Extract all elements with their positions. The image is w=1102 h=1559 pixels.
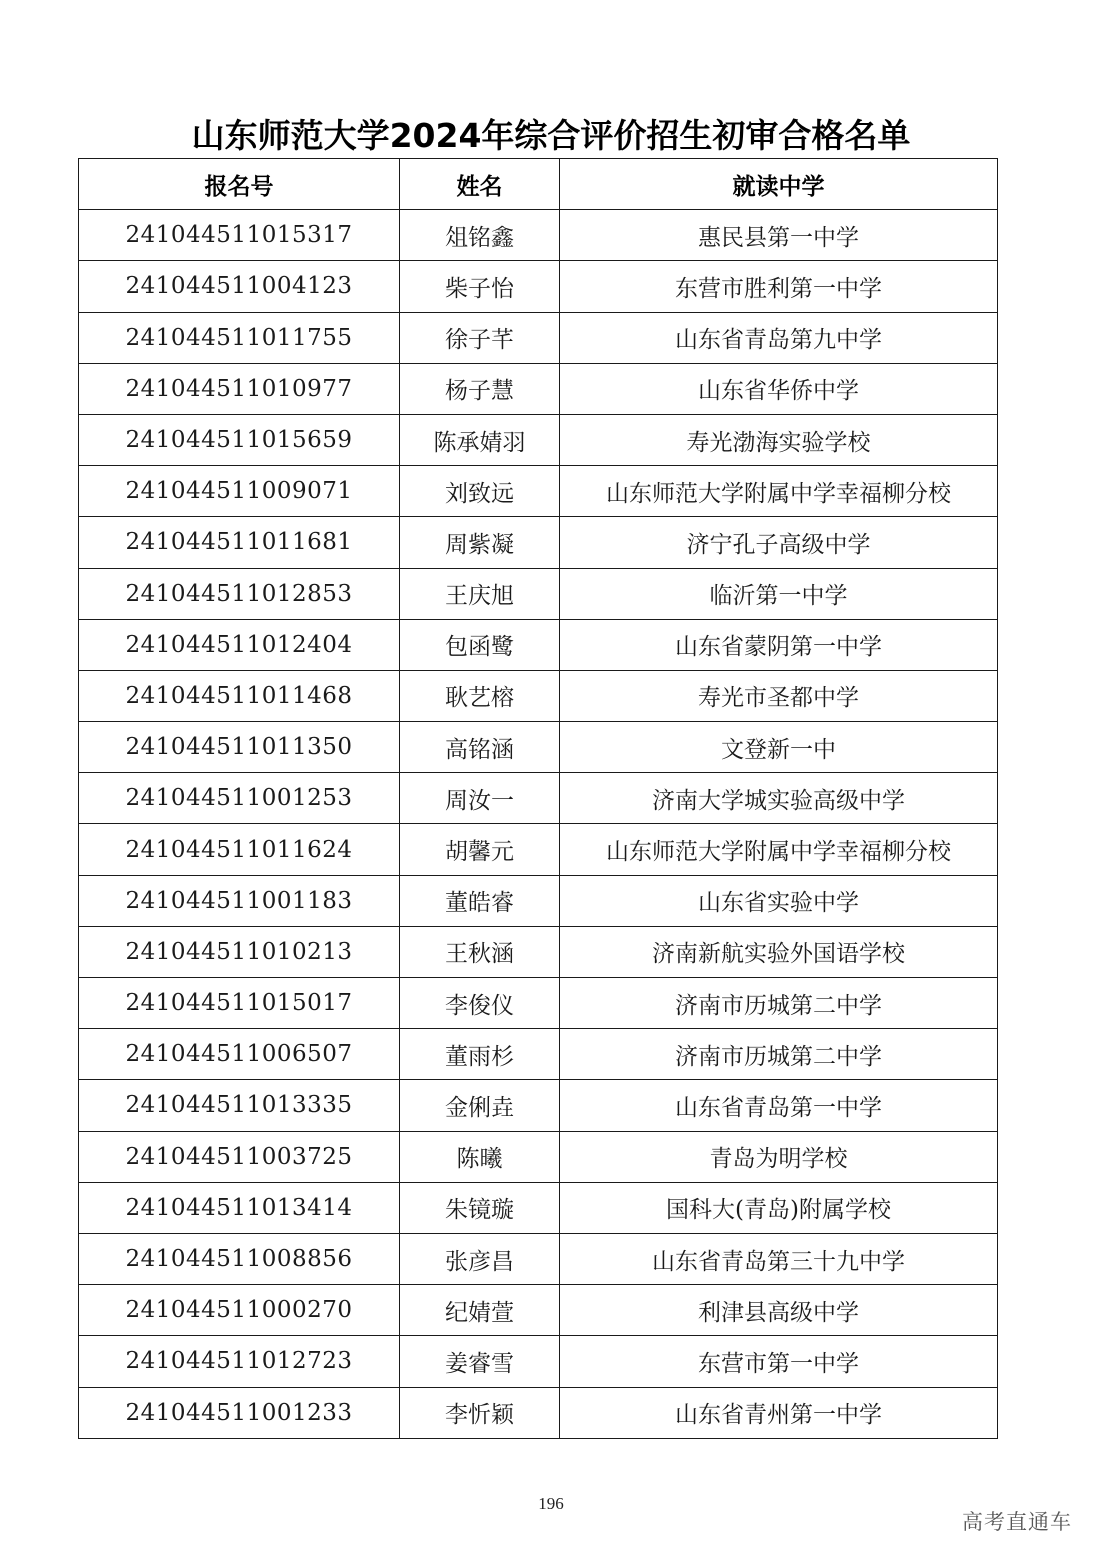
cell-registration-number: 241044511011755 [79,312,400,363]
cell-registration-number: 241044511013414 [79,1182,400,1233]
cell-school: 济南大学城实验高级中学 [560,773,998,824]
cell-registration-number: 241044511010977 [79,363,400,414]
cell-registration-number: 241044511008856 [79,1233,400,1284]
cell-student-name: 包函鹭 [400,619,560,670]
table-row [79,1131,998,1182]
table-row [79,824,998,875]
cell-school: 济南新航实验外国语学校 [560,926,998,977]
cell-registration-number: 241044511012404 [79,619,400,670]
cell-student-name: 董雨杉 [400,1029,560,1080]
cell-registration-number: 241044511015017 [79,978,400,1029]
cell-student-name: 柴子怡 [400,261,560,312]
cell-student-name: 朱镜璇 [400,1182,560,1233]
cell-school: 东营市第一中学 [560,1336,998,1387]
table-body [79,210,998,1439]
cell-school: 山东省蒙阴第一中学 [560,619,998,670]
table-row [79,1029,998,1080]
cell-school: 惠民县第一中学 [560,210,998,261]
cell-registration-number: 241044511003725 [79,1131,400,1182]
cell-student-name: 周汝一 [400,773,560,824]
table-row [79,1233,998,1284]
cell-school: 山东师范大学附属中学幸福柳分校 [560,824,998,875]
cell-student-name: 张彦昌 [400,1233,560,1284]
cell-school: 山东省青州第一中学 [560,1387,998,1438]
cell-student-name: 胡馨元 [400,824,560,875]
cell-registration-number: 241044511013335 [79,1080,400,1131]
cell-student-name: 周紫凝 [400,517,560,568]
table-row [79,363,998,414]
table-row [79,978,998,1029]
cell-student-name: 王秋涵 [400,926,560,977]
cell-registration-number: 241044511012723 [79,1336,400,1387]
cell-student-name: 刘致远 [400,466,560,517]
cell-school: 济南市历城第二中学 [560,978,998,1029]
cell-student-name: 耿艺榕 [400,670,560,721]
cell-school: 寿光市圣都中学 [560,670,998,721]
header-name: 姓名 [400,159,560,210]
cell-school: 山东省华侨中学 [560,363,998,414]
cell-registration-number: 241044511011468 [79,670,400,721]
table-row [79,568,998,619]
table-row [79,517,998,568]
cell-student-name: 董皓睿 [400,875,560,926]
cell-school: 济宁孔子高级中学 [560,517,998,568]
cell-school: 山东省实验中学 [560,875,998,926]
cell-registration-number: 241044511001253 [79,773,400,824]
cell-school: 山东师范大学附属中学幸福柳分校 [560,466,998,517]
cell-registration-number: 241044511015317 [79,210,400,261]
page-number: 196 [538,1494,564,1513]
cell-student-name: 纪婧萱 [400,1285,560,1336]
watermark: 高考直通车 [962,1510,1072,1534]
cell-student-name: 高铭涵 [400,722,560,773]
cell-registration-number: 241044511015659 [79,414,400,465]
cell-registration-number: 241044511011350 [79,722,400,773]
table-row [79,1387,998,1438]
cell-student-name: 杨子慧 [400,363,560,414]
table-row [79,210,998,261]
table-row [79,414,998,465]
admission-list-table [78,158,998,1439]
table-row [79,1080,998,1131]
header-registration-number: 报名号 [79,159,400,210]
cell-school: 山东省青岛第九中学 [560,312,998,363]
table-row [79,312,998,363]
cell-school: 临沂第一中学 [560,568,998,619]
cell-registration-number: 241044511010213 [79,926,400,977]
table-row [79,466,998,517]
table-row [79,670,998,721]
cell-student-name: 姜睿雪 [400,1336,560,1387]
page-title: 山东师范大学2024年综合评价招生初审合格名单 [191,116,911,155]
header-school: 就读中学 [560,159,998,210]
table-row [79,1285,998,1336]
cell-student-name: 俎铭鑫 [400,210,560,261]
cell-school: 利津县高级中学 [560,1285,998,1336]
cell-registration-number: 241044511001183 [79,875,400,926]
cell-student-name: 陈承婧羽 [400,414,560,465]
cell-student-name: 陈曦 [400,1131,560,1182]
table-row [79,926,998,977]
cell-school: 山东省青岛第三十九中学 [560,1233,998,1284]
table-row [79,875,998,926]
cell-student-name: 李俊仪 [400,978,560,1029]
cell-registration-number: 241044511000270 [79,1285,400,1336]
table-row [79,261,998,312]
cell-registration-number: 241044511012853 [79,568,400,619]
cell-student-name: 徐子芊 [400,312,560,363]
table-header-row [79,159,998,210]
cell-school: 山东省青岛第一中学 [560,1080,998,1131]
table-row [79,773,998,824]
cell-registration-number: 241044511011624 [79,824,400,875]
cell-school: 济南市历城第二中学 [560,1029,998,1080]
cell-school: 青岛为明学校 [560,1131,998,1182]
cell-registration-number: 241044511009071 [79,466,400,517]
table-row [79,1182,998,1233]
cell-registration-number: 241044511006507 [79,1029,400,1080]
table-row [79,619,998,670]
cell-registration-number: 241044511004123 [79,261,400,312]
cell-school: 东营市胜利第一中学 [560,261,998,312]
cell-student-name: 金俐垚 [400,1080,560,1131]
cell-registration-number: 241044511001233 [79,1387,400,1438]
cell-school: 国科大(青岛)附属学校 [560,1182,998,1233]
cell-student-name: 王庆旭 [400,568,560,619]
cell-school: 文登新一中 [560,722,998,773]
table-row [79,722,998,773]
cell-school: 寿光渤海实验学校 [560,414,998,465]
cell-student-name: 李忻颖 [400,1387,560,1438]
table-row [79,1336,998,1387]
cell-registration-number: 241044511011681 [79,517,400,568]
